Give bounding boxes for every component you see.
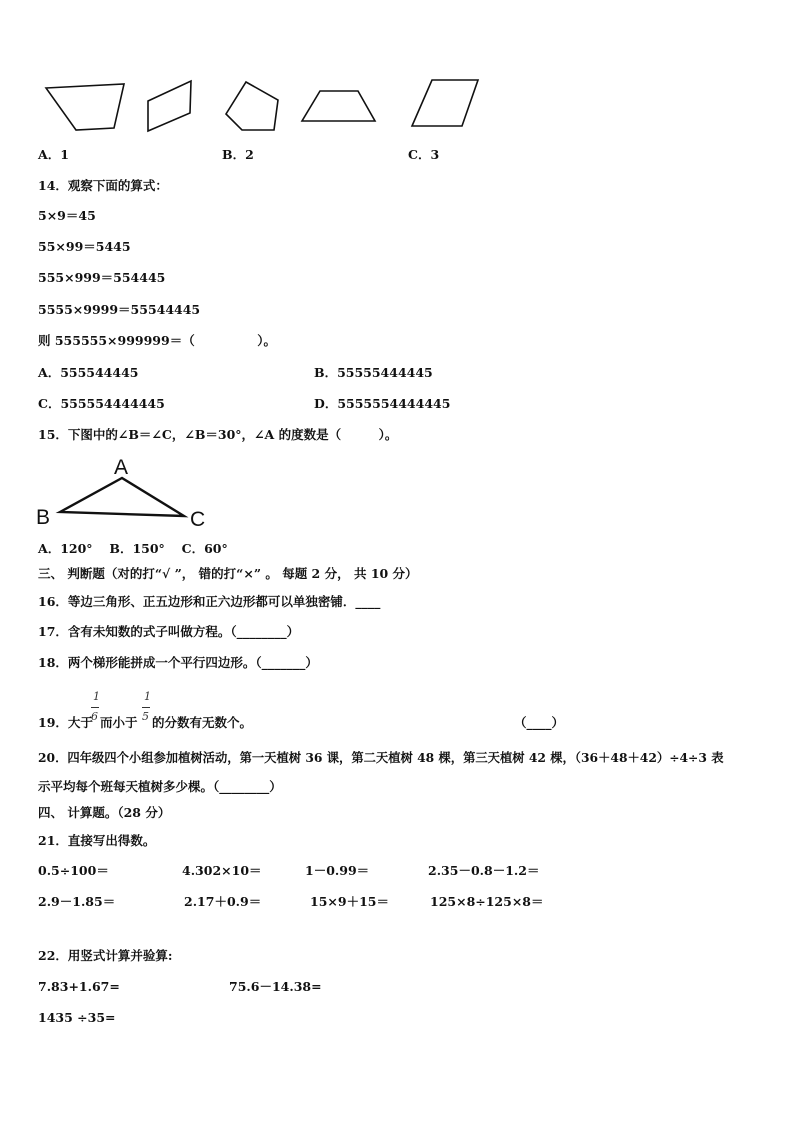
- quadrilateral-shape-1: [40, 80, 130, 135]
- q13-option-b: B．2: [222, 147, 254, 162]
- trapezoid-shape-4: [298, 86, 380, 126]
- q14-line-3: 555×999＝554445: [38, 270, 166, 285]
- section4-title: 四、 计算题。（28 分）: [38, 805, 171, 820]
- q22-prompt: 22．用竖式计算并验算:: [38, 948, 173, 963]
- triangle-abc-figure: [36, 452, 216, 532]
- q20-line-2: 示平均每个班每天植树多少棵。（________）: [38, 779, 282, 794]
- rhombus-shape-5: [404, 78, 482, 130]
- q14-option-b: B．55555444445: [314, 365, 433, 380]
- q19-part3: 的分数有无数个。: [152, 715, 253, 730]
- q19-fraction-2-numerator: 1: [144, 690, 151, 703]
- q18: 18．两个梯形能拼成一个平行四边形。（_______）: [38, 655, 318, 670]
- q21-item-1: 0.5÷100＝: [38, 863, 109, 878]
- q19-part1: 19．大于: [38, 715, 93, 730]
- vertex-label-b: B: [36, 506, 51, 529]
- vertex-label-c: C: [190, 508, 206, 531]
- q19-fraction-1-bar: [91, 707, 99, 708]
- q14-question: 则 555555×999999＝（ ）。: [38, 333, 276, 348]
- q14-line-1: 5×9＝45: [38, 208, 96, 223]
- section3-title: 三、 判断题（对的打“√ ”， 错的打“×” 。 每题 2 分， 共 10 分）: [38, 566, 418, 581]
- q16: 16．等边三角形、正五边形和正六边形都可以单独密铺．____: [38, 594, 381, 609]
- q21-item-2: 4.302×10＝: [182, 863, 262, 878]
- q13-option-c: C．3: [408, 147, 440, 162]
- q14-line-2: 55×99＝5445: [38, 239, 131, 254]
- q14-option-c: C．555554444445: [38, 396, 165, 411]
- q14-option-d: D．5555554444445: [314, 396, 451, 411]
- q21-item-6: 2.17＋0.9＝: [184, 894, 262, 909]
- q21-item-5: 2.9－1.85＝: [38, 894, 116, 909]
- q14-option-a: A．555544445: [38, 365, 139, 380]
- q14-line-4: 5555×9999＝55544445: [38, 302, 201, 317]
- q13-option-a: A．1: [38, 147, 69, 162]
- vertex-label-a: A: [114, 456, 129, 479]
- q19-part2: 而小于: [100, 715, 138, 730]
- q21-item-4: 2.35－0.8－1.2＝: [428, 863, 540, 878]
- q15-options: A．120° B．150° C．60°: [38, 541, 228, 556]
- q22-item-3: 1435 ÷35=: [38, 1010, 116, 1025]
- pentagon-shape-3: [222, 78, 284, 136]
- q19-fraction-2-denominator: 5: [142, 710, 149, 723]
- q19-answer-blank: （____）: [514, 715, 565, 730]
- q17: 17．含有未知数的式子叫做方程。（________）: [38, 624, 300, 639]
- q21-item-8: 125×8÷125×8＝: [430, 894, 544, 909]
- q14-prompt: 14．观察下面的算式：: [38, 178, 168, 193]
- q21-item-7: 15×9＋15＝: [310, 894, 389, 909]
- q22-item-2: 75.6－14.38=: [229, 979, 322, 994]
- q21-prompt: 21．直接写出得数。: [38, 833, 156, 848]
- q21-item-3: 1－0.99＝: [305, 863, 370, 878]
- parallelogram-shape-2: [142, 78, 197, 136]
- q19-fraction-1-numerator: 1: [93, 690, 100, 703]
- q19-fraction-1-denominator: 6: [91, 710, 98, 723]
- q15-prompt: 15．下图中的∠B＝∠C，∠B＝30°，∠A 的度数是（ ）。: [38, 427, 398, 442]
- q20-line-1: 20．四年级四个小组参加植树活动，第一天植树 36 课，第二天植树 48 棵，第三天植树 42 棵，（36＋48＋42）÷4÷3 表: [38, 750, 724, 765]
- q19-fraction-2-bar: [142, 707, 150, 708]
- q22-item-1: 7.83+1.67=: [38, 979, 120, 994]
